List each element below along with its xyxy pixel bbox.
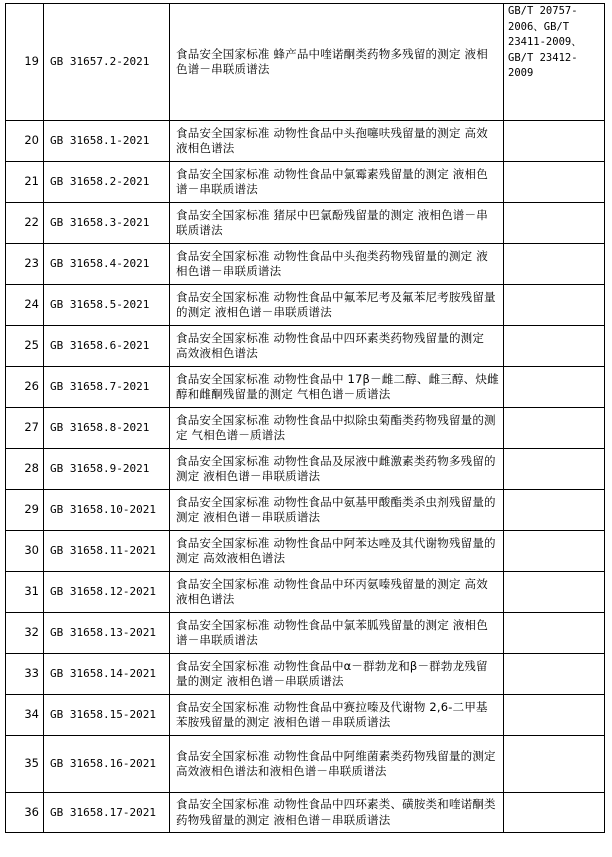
standard-code: GB 31658.5-2021 [43, 284, 169, 325]
standard-title: 食品安全国家标准 动物性食品中头孢类药物残留量的测定 液相色谱－串联质谱法 [169, 243, 503, 284]
table-row [5, 653, 605, 694]
row-number: 36 [5, 792, 43, 833]
standards-table [5, 3, 605, 833]
standard-code: GB 31658.2-2021 [43, 161, 169, 202]
replaced-standards [503, 325, 605, 366]
standard-code: GB 31658.14-2021 [43, 653, 169, 694]
replaced-standards [503, 366, 605, 407]
standard-code: GB 31658.6-2021 [43, 325, 169, 366]
standard-title: 食品安全国家标准 动物性食品中阿维菌素类药物残留量的测定 高效液相色谱法和液相色谱－串联质谱法 [169, 735, 503, 792]
standard-code: GB 31658.8-2021 [43, 407, 169, 448]
standards-table-body [5, 3, 605, 833]
standard-title: 食品安全国家标准 动物性食品中氯苯胍残留量的测定 液相色谱－串联质谱法 [169, 612, 503, 653]
row-number: 23 [5, 243, 43, 284]
replaced-standards [503, 530, 605, 571]
row-number: 21 [5, 161, 43, 202]
standards-table-container [5, 3, 605, 833]
standard-code: GB 31658.7-2021 [43, 366, 169, 407]
table-row [5, 120, 605, 161]
replaced-standards [503, 284, 605, 325]
replaced-standards [503, 243, 605, 284]
row-number: 20 [5, 120, 43, 161]
row-number: 26 [5, 366, 43, 407]
table-row [5, 366, 605, 407]
standard-title: 食品安全国家标准 动物性食品及尿液中雌激素类药物多残留的测定 液相色谱－串联质谱法 [169, 448, 503, 489]
row-number: 30 [5, 530, 43, 571]
replaced-standards [503, 489, 605, 530]
standard-title: 食品安全国家标准 动物性食品中拟除虫菊酯类药物残留量的测定 气相色谱－质谱法 [169, 407, 503, 448]
standard-title: 食品安全国家标准 动物性食品中四环素类、磺胺类和喹诺酮类药物残留量的测定 液相色谱－串联质谱法 [169, 792, 503, 833]
replaced-standards [503, 202, 605, 243]
replaced-standards [503, 694, 605, 735]
standard-title: 食品安全国家标准 动物性食品中氟苯尼考及氟苯尼考胺残留量的测定 液相色谱－串联质谱法 [169, 284, 503, 325]
row-number: 29 [5, 489, 43, 530]
table-row [5, 284, 605, 325]
standard-title: 食品安全国家标准 动物性食品中头孢噻呋残留量的测定 高效液相色谱法 [169, 120, 503, 161]
standard-code: GB 31658.12-2021 [43, 571, 169, 612]
row-number: 28 [5, 448, 43, 489]
standard-title: 食品安全国家标准 猪尿中巴氯酚残留量的测定 液相色谱－串联质谱法 [169, 202, 503, 243]
table-row [5, 325, 605, 366]
standard-code: GB 31658.10-2021 [43, 489, 169, 530]
replaced-standards [503, 407, 605, 448]
table-row [5, 161, 605, 202]
row-number: 25 [5, 325, 43, 366]
row-number: 33 [5, 653, 43, 694]
standard-code: GB 31658.16-2021 [43, 735, 169, 792]
row-number: 35 [5, 735, 43, 792]
standard-code: GB 31658.3-2021 [43, 202, 169, 243]
row-number: 24 [5, 284, 43, 325]
table-row [5, 612, 605, 653]
table-row [5, 448, 605, 489]
replaced-standards [503, 571, 605, 612]
standard-code: GB 31658.13-2021 [43, 612, 169, 653]
row-number: 19 [5, 3, 43, 120]
table-row [5, 694, 605, 735]
replaced-standards: GB/T 20757-2006、GB/T 23411-2009、GB/T 23412-2009 [503, 3, 605, 120]
row-number: 22 [5, 202, 43, 243]
replaced-standards [503, 792, 605, 833]
standard-title: 食品安全国家标准 动物性食品中α－群勃龙和β－群勃龙残留量的测定 液相色谱－串联质谱法 [169, 653, 503, 694]
standard-title: 食品安全国家标准 动物性食品中四环素类药物残留量的测定 高效液相色谱法 [169, 325, 503, 366]
row-number: 27 [5, 407, 43, 448]
standard-title: 食品安全国家标准 蜂产品中喹诺酮类药物多残留的测定 液相色谱－串联质谱法 [169, 3, 503, 120]
table-row [5, 792, 605, 833]
standard-code: GB 31657.2-2021 [43, 3, 169, 120]
standard-code: GB 31658.17-2021 [43, 792, 169, 833]
table-row [5, 202, 605, 243]
standard-title: 食品安全国家标准 动物性食品中阿苯达唑及其代谢物残留量的测定 高效液相色谱法 [169, 530, 503, 571]
standard-title: 食品安全国家标准 动物性食品中环丙氨嗪残留量的测定 高效液相色谱法 [169, 571, 503, 612]
table-row [5, 407, 605, 448]
row-number: 32 [5, 612, 43, 653]
standard-code: GB 31658.1-2021 [43, 120, 169, 161]
table-row [5, 571, 605, 612]
standard-code: GB 31658.15-2021 [43, 694, 169, 735]
replaced-standards [503, 653, 605, 694]
standard-code: GB 31658.9-2021 [43, 448, 169, 489]
standard-title: 食品安全国家标准 动物性食品中氨基甲酸酯类杀虫剂残留量的测定 液相色谱－串联质谱法 [169, 489, 503, 530]
table-row [5, 489, 605, 530]
replaced-standards [503, 161, 605, 202]
row-number: 31 [5, 571, 43, 612]
standard-code: GB 31658.11-2021 [43, 530, 169, 571]
table-row [5, 3, 605, 120]
standard-title: 食品安全国家标准 动物性食品中赛拉嗪及代谢物 2,6-二甲基苯胺残留量的测定 液相色谱－串联质谱法 [169, 694, 503, 735]
table-row [5, 735, 605, 792]
table-row [5, 243, 605, 284]
replaced-standards [503, 612, 605, 653]
row-number: 34 [5, 694, 43, 735]
standard-title: 食品安全国家标准 动物性食品中 17β－雌二醇、雌三醇、炔雌醇和雌酮残留量的测定 气相色谱－质谱法 [169, 366, 503, 407]
table-row [5, 530, 605, 571]
standard-code: GB 31658.4-2021 [43, 243, 169, 284]
replaced-standards [503, 120, 605, 161]
replaced-standards [503, 735, 605, 792]
replaced-standards [503, 448, 605, 489]
standard-title: 食品安全国家标准 动物性食品中氯霉素残留量的测定 液相色谱－串联质谱法 [169, 161, 503, 202]
